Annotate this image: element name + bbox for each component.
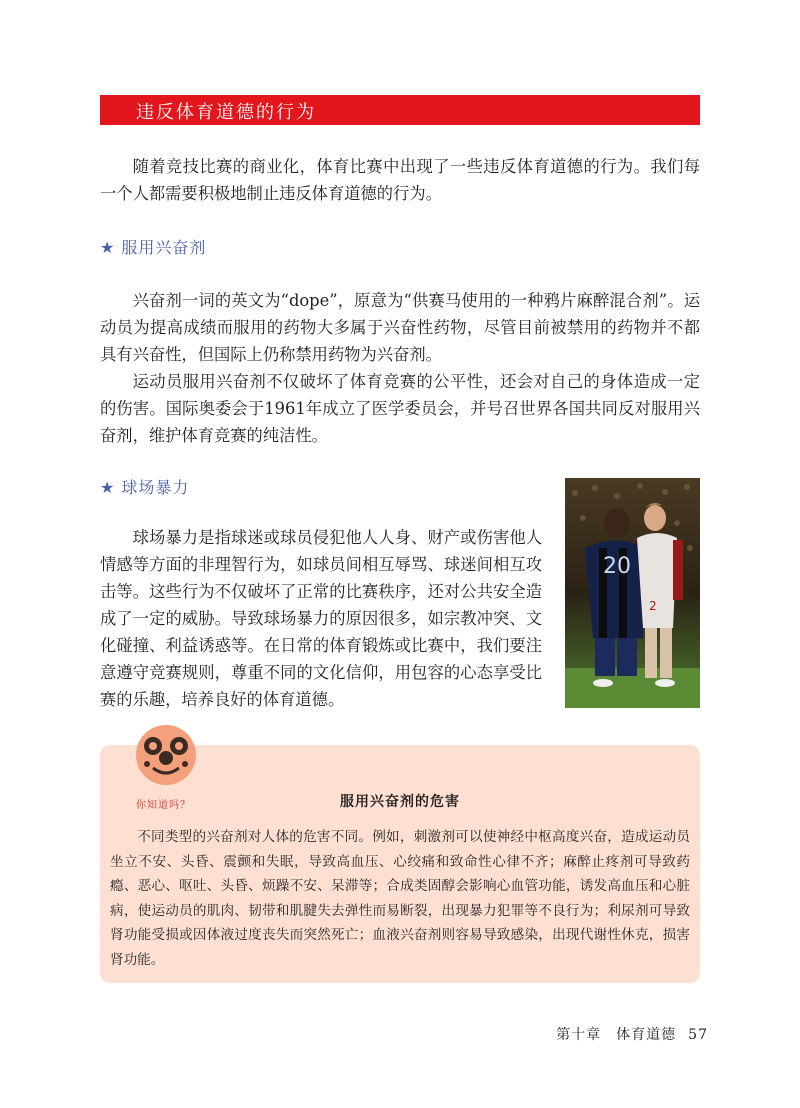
- info-body: 不同类型的兴奋剂对人体的危害不同。例如，刺激剂可以使神经中枢高度兴奋，造成运动员坐立不安、头昏、震颤和失眠，导致高血压、心绞痛和致命性心律不齐；麻醉止疼剂可导致药瘾、恶心、呕吐、头昏、烦躁不安、呆滞等；合成类固醇会影响心血管功能，诱发高血压和心脏病，使运动员的肌肉、韧带和肌腱失去弹性而易断裂，出现暴力犯罪等不良行为；利尿剂可导致肾功能受损或因体液过度丧失而突然死亡；血液兴奋剂则容易导致感染，出现代谢性休克，损害肾功能。: [110, 829, 690, 968]
- doping-paragraph-2: 运动员服用兴奋剂不仅破坏了体育竞赛的公平性，还会对自己的身体造成一定的伤害。国际奥委会于1961年成立了医学委员会，并号召世界各国共同反对服用兴奋剂，维护体育竞赛的纯洁性。: [100, 372, 700, 445]
- section-heading-text: 服用兴奋剂: [121, 238, 207, 257]
- football-players-photo: [565, 478, 700, 708]
- svg-text:2: 2: [649, 599, 657, 613]
- star-icon: ★: [100, 238, 116, 257]
- page-number: 57: [688, 1027, 708, 1043]
- intro-paragraph: 随着竞技比赛的商业化，体育比赛中出现了一些违反体育道德的行为。我们每一个人都需要积极地制止违反体育道德的行为。: [100, 157, 700, 203]
- violence-paragraph: 球场暴力是指球迷或球员侵犯他人人身、财产或伤害他人情感等方面的非理智行为，如球员间相互辱骂、球迷间相互攻击等。这些行为不仅破坏了正常的比赛秩序，还对公共安全造成了一定的威胁。导致球场暴力的原因很多，如宗教冲突、文化碰撞、利益诱惑等。在日常的体育锻炼或比赛中，我们要注意遵守竞赛规则，尊重不同的文化信仰，用包容的心态享受比赛的乐趣，培养良好的体育道德。: [100, 528, 542, 709]
- svg-text:20: 20: [603, 554, 631, 579]
- banner-title: 违反体育道德的行为: [136, 102, 316, 123]
- mascot-icon: [133, 722, 199, 788]
- section-heading-text: 球场暴力: [121, 478, 190, 497]
- section-heading-violence: [100, 475, 189, 498]
- section-heading-doping: [100, 235, 206, 258]
- did-you-know-tag: 你知道吗？: [136, 800, 191, 811]
- star-icon: ★: [100, 478, 116, 497]
- doping-paragraph-1: 兴奋剂一词的英文为“dope”，原意为“供赛马使用的一种鸦片麻醉混合剂”。运动员为提高成绩而服用的药物大多属于兴奋性药物，尽管目前被禁用的药物并不都具有兴奋性，但国际上仍称禁用药物为兴奋剂。: [100, 291, 700, 364]
- section-banner: [100, 95, 700, 125]
- info-title: 服用兴奋剂的危害: [340, 794, 460, 810]
- chapter-label: 第十章 体育道德: [556, 1027, 677, 1043]
- page-footer: [556, 1024, 708, 1044]
